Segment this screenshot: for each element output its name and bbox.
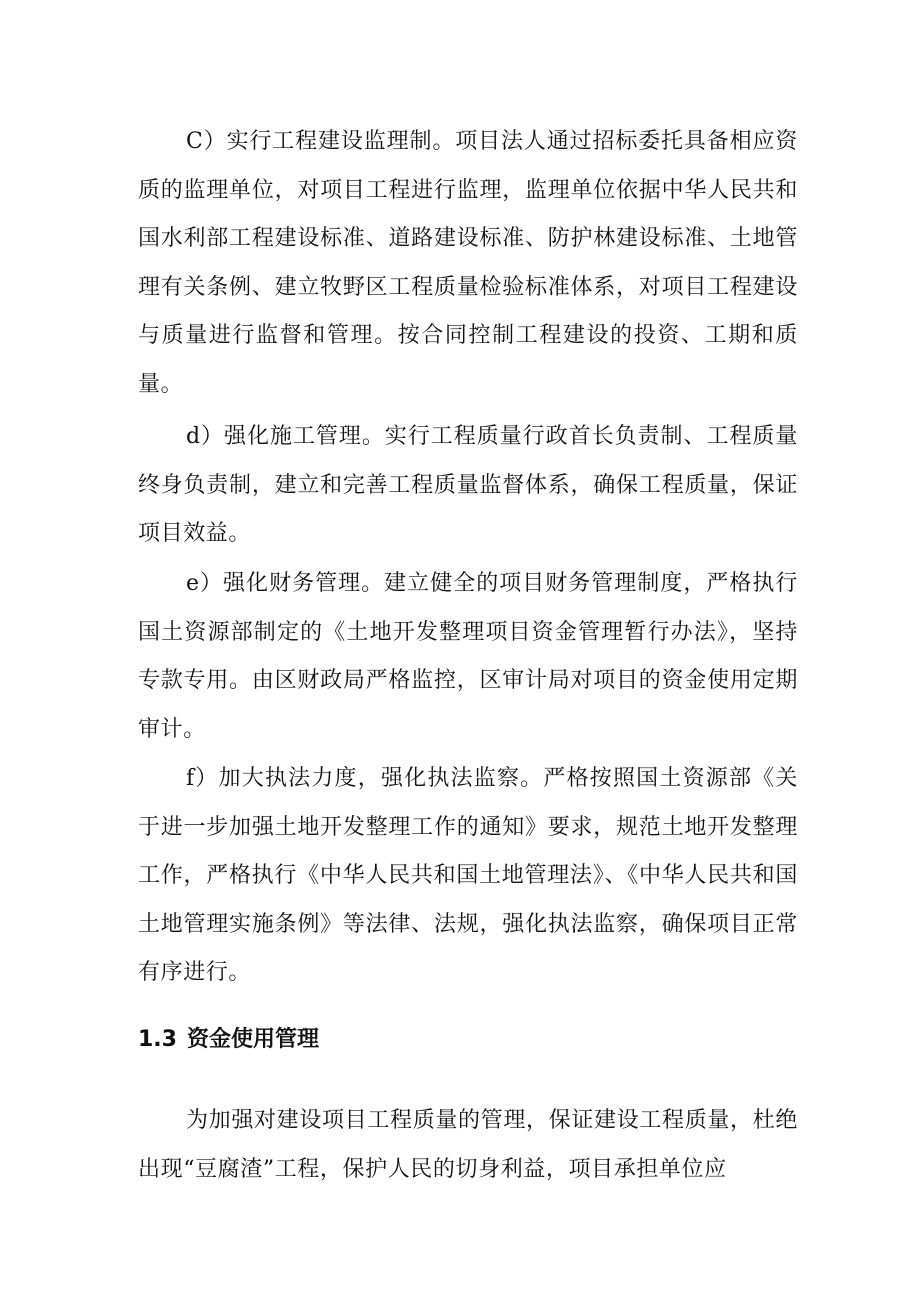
section-number: 1.3 [138, 1027, 177, 1052]
paragraph-financial-management: e）强化财务管理。建立健全的项目财务管理制度，严格执行国土资源部制定的《土地开发整理项目资金管理暂行办法》，坚持专款专用。由区财政局严格监控，区审计局对项目的资金使用定期审计。 [138, 571, 798, 742]
paragraph-construction-management: d）强化施工管理。实行工程质量行政首长负责制、工程质量终身负责制，建立和完善工程质量监督体系，确保工程质量，保证项目效益。 [138, 424, 798, 546]
paragraph-supervision-system: C）实行工程建设监理制。项目法人通过招标委托具备相应资质的监理单位，对项目工程进行监理，监理单位依据中华人民共和国水利部工程建设标准、道路建设标准、防护林建设标准、土地管理有关条例、建立牧野区工程质量检验标准体系，对项目工程建设与质量进行监督和管理。按合同控制工程建设的投资、工期和质量。 [138, 129, 798, 397]
paragraph-law-enforcement: f）加大执法力度，强化执法监察。严格按照国土资源部《关于进一步加强土地开发整理工作的通知》要求，规范土地开发整理工作，严格执行《中华人民共和国土地管理法》、《中华人民共和国土地管理实施条例》等法律、法规，强化执法监察，确保项目正常有序进行。 [138, 766, 798, 985]
section-title: 资金使用管理 [186, 1027, 319, 1052]
section-heading [138, 1020, 319, 1060]
section-paragraph: 为加强对建设项目工程质量的管理，保证建设工程质量，杜绝出现“豆腐渣”工程，保护人民的切身利益，项目承担单位应 [138, 1108, 798, 1182]
